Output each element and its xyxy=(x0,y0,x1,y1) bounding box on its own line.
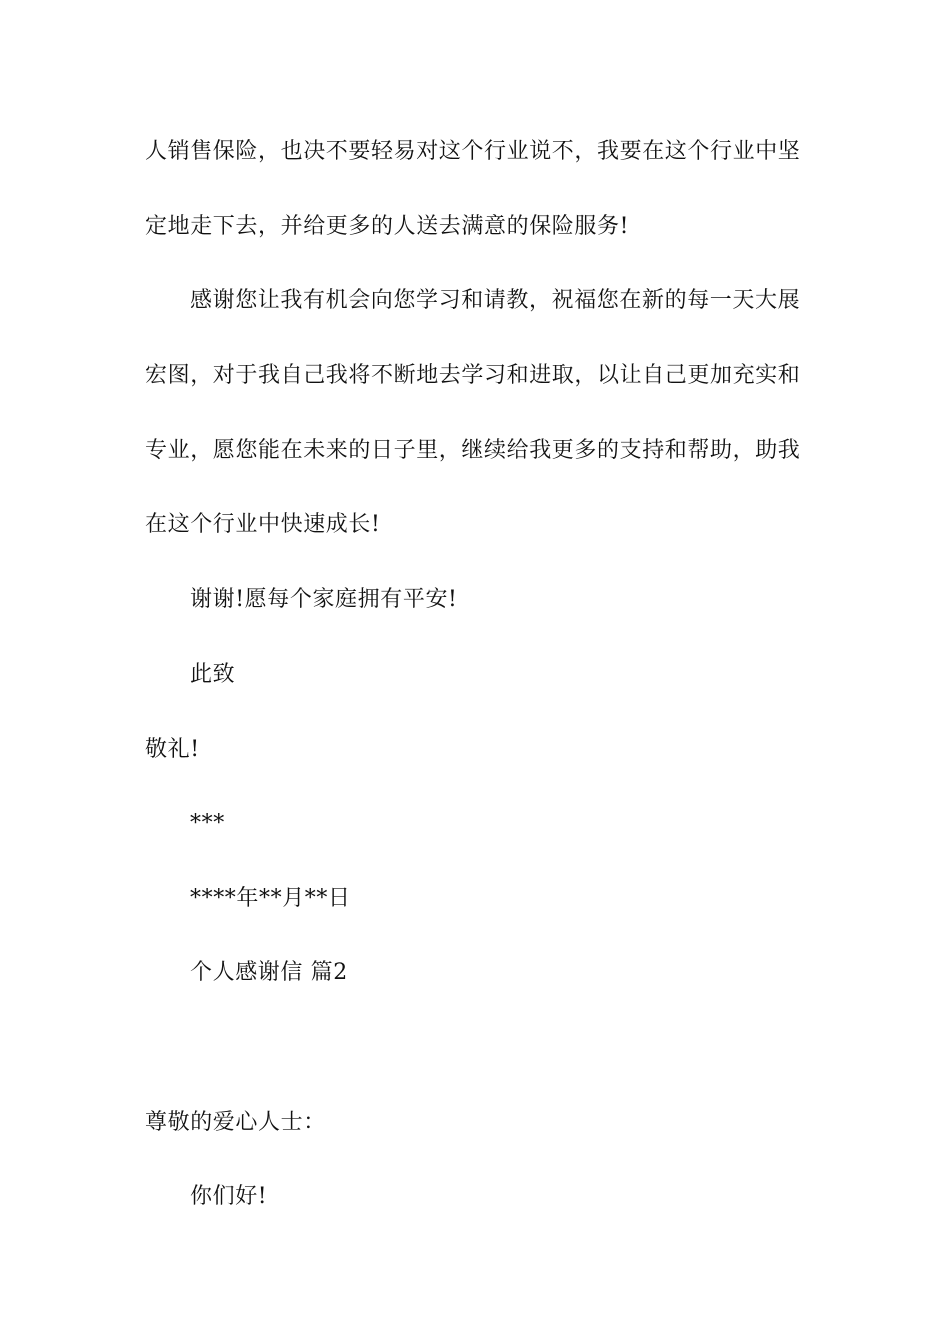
signature-placeholder: *** xyxy=(190,811,225,836)
thanks-line: 谢谢!愿每个家庭拥有平安! xyxy=(190,587,458,612)
paragraph-line-5: 专业，愿您能在未来的日子里，继续给我更多的支持和帮助，助我 xyxy=(145,438,801,463)
greeting: 你们好! xyxy=(190,1184,268,1209)
date-placeholder: ****年**月**日 xyxy=(190,886,351,911)
paragraph-line-3: 感谢您让我有机会向您学习和请教，祝福您在新的每一天大展 xyxy=(190,288,801,313)
salutation: 尊敬的爱心人士： xyxy=(145,1110,326,1135)
paragraph-line-2: 定地走下去，并给更多的人送去满意的保险服务! xyxy=(145,214,630,239)
closing-ci-zhi: 此致 xyxy=(190,662,236,687)
paragraph-line-1: 人销售保险，也决不要轻易对这个行业说不，我要在这个行业中坚 xyxy=(145,139,801,164)
paragraph-line-4: 宏图，对于我自己我将不断地去学习和进取，以让自己更加充实和 xyxy=(145,363,801,388)
section-heading: 个人感谢信 篇2 xyxy=(190,960,348,985)
closing-jing-li: 敬礼! xyxy=(145,737,200,762)
paragraph-line-6: 在这个行业中快速成长! xyxy=(145,512,381,537)
